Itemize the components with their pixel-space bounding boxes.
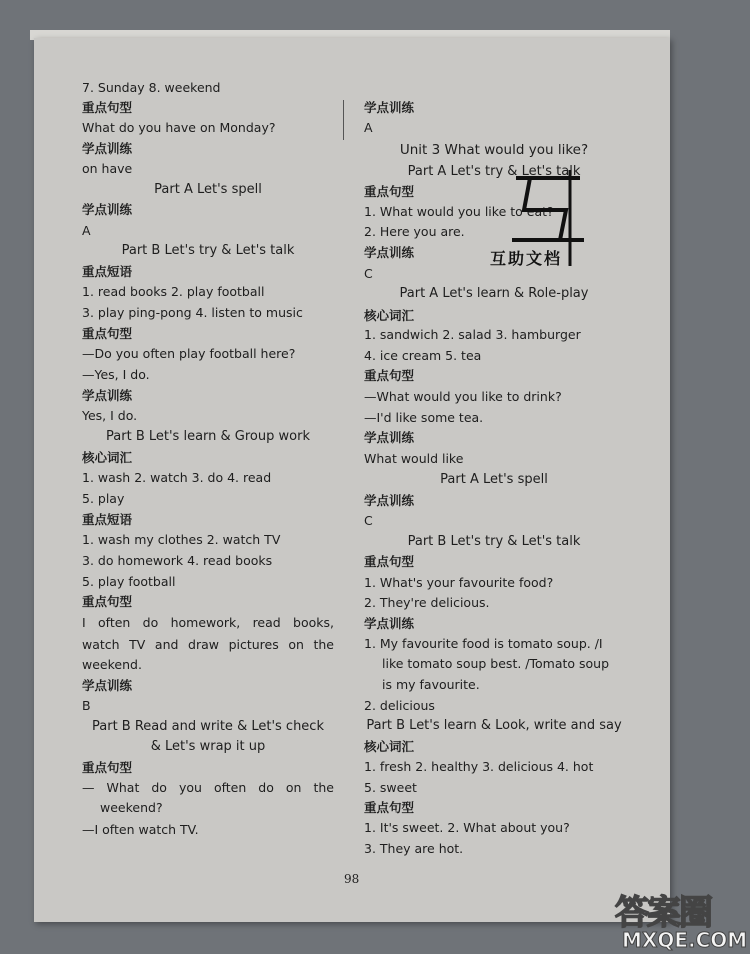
text-line: I often do homework, read books, [82, 615, 334, 630]
text-line: B [82, 698, 91, 713]
section-heading: 核心词汇 [364, 739, 415, 754]
text-line: 2. delicious [364, 698, 435, 713]
section-heading: 核心词汇 [82, 450, 133, 465]
text-line: 5. sweet [364, 780, 417, 795]
text-line: 1. wash 2. watch 3. do 4. read [82, 470, 272, 485]
text-line: on have [82, 161, 133, 176]
text-line: 4. ice cream 5. tea [364, 348, 482, 363]
section-heading: 重点句型 [82, 594, 133, 609]
section-heading: 重点句型 [82, 326, 133, 341]
text-line: 1. sandwich 2. salad 3. hamburger [364, 327, 581, 342]
text-line: like tomato soup best. /Tomato soup [382, 656, 610, 671]
text-line: & Let's wrap it up [150, 739, 266, 754]
section-heading: 学点训练 [364, 430, 415, 445]
text-line: 5. play football [82, 574, 176, 589]
section-heading: 核心词汇 [364, 308, 415, 323]
section-heading: 学点训练 [364, 245, 415, 260]
section-heading: 学点训练 [82, 141, 133, 156]
text-line: 2. Here you are. [364, 224, 465, 239]
text-line: Part A Let's try & Let's talk [407, 164, 581, 179]
text-line: Part A Let's spell [154, 182, 262, 197]
text-line: 1. What would you like to eat? [364, 204, 554, 219]
text-line: —I often watch TV. [82, 822, 199, 837]
section-heading: 学点训练 [82, 202, 133, 217]
text-line: What would like [364, 451, 464, 466]
text-line: Part B Read and write & Let's check [92, 719, 324, 734]
text-line: 1. read books 2. play football [82, 284, 265, 299]
text-line: Part B Let's learn & Look, write and say [366, 718, 622, 733]
section-heading: 重点句型 [364, 800, 415, 815]
text-line: 1. fresh 2. healthy 3. delicious 4. hot [364, 759, 594, 774]
column-divider [343, 100, 344, 140]
stamp-text: 互助文档 [490, 249, 563, 268]
section-heading: 重点句型 [364, 184, 415, 199]
section-heading: 重点句型 [82, 760, 133, 775]
text-line: Part A Let's learn & Role-play [399, 286, 589, 301]
text-line: —Do you often play football here? [82, 346, 296, 361]
section-heading: 重点句型 [82, 100, 133, 115]
text-line: is my favourite. [382, 677, 480, 692]
text-line: 1. wash my clothes 2. watch TV [82, 532, 281, 547]
section-heading: 学点训练 [82, 388, 133, 403]
text-line: 2. They're delicious. [364, 595, 490, 610]
text-line: — What do you often do on the [82, 780, 334, 795]
text-line: A [82, 223, 91, 238]
text-line: weekend. [82, 657, 142, 672]
text-line: Part B Let's learn & Group work [106, 429, 310, 444]
page-number: 98 [344, 872, 360, 886]
text-line: Unit 3 What would you like? [399, 142, 589, 158]
text-line: Part B Let's try & Let's talk [407, 534, 581, 549]
section-heading: 重点短语 [82, 512, 133, 527]
text-line: —Yes, I do. [82, 367, 150, 382]
text-line: 3. play ping-pong 4. listen to music [82, 305, 303, 320]
text-line: watch TV and draw pictures on the [82, 637, 334, 652]
text-line: —What would you like to drink? [364, 389, 562, 404]
text-line: A [364, 120, 373, 135]
text-line: C [364, 513, 373, 528]
watermark-logo: 答案圈 [615, 893, 711, 933]
text-line: 1. My favourite food is tomato soup. /I [364, 636, 603, 651]
text-line: Yes, I do. [82, 408, 138, 423]
text-line: 5. play [82, 491, 125, 506]
text-line: 7. Sunday 8. weekend [82, 80, 221, 95]
section-heading: 学点训练 [364, 616, 415, 631]
text-line: —I'd like some tea. [364, 410, 484, 425]
section-heading: 学点训练 [364, 493, 415, 508]
text-line: What do you have on Monday? [82, 120, 276, 135]
watermark-url: MXQE.COM [622, 928, 748, 952]
section-heading: 重点句型 [364, 554, 415, 569]
text-line: 1. What's your favourite food? [364, 575, 554, 590]
text-line: C [364, 266, 373, 281]
text-line: weekend? [100, 800, 163, 815]
text-line: Part A Let's spell [440, 472, 548, 487]
text-line: 3. They are hot. [364, 841, 464, 856]
section-heading: 重点句型 [364, 368, 415, 383]
section-heading: 重点短语 [82, 264, 133, 279]
text-line: Part B Let's try & Let's talk [121, 243, 295, 258]
text-line: 3. do homework 4. read books [82, 553, 273, 568]
text-line: 1. It's sweet. 2. What about you? [364, 820, 570, 835]
section-heading: 学点训练 [364, 100, 415, 115]
section-heading: 学点训练 [82, 678, 133, 693]
